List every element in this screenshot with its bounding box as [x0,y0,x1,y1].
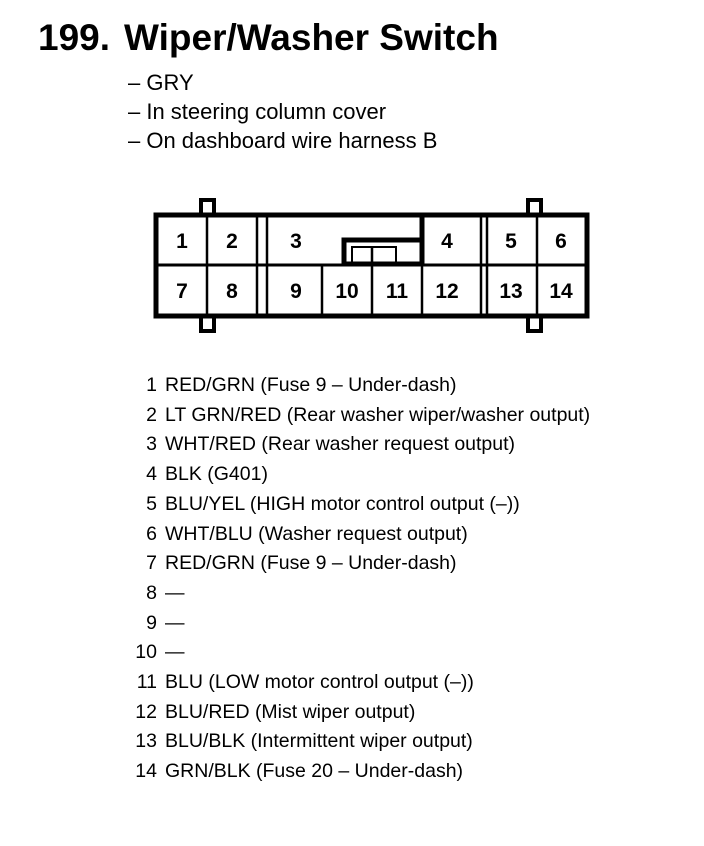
pin-number: 1 [146,374,157,396]
pin-label-8: 8 [226,280,238,303]
connector-key-inner [352,247,396,264]
list-item [126,401,590,431]
pin-label-14: 14 [549,280,573,303]
pin-description: BLU/YEL (HIGH motor control output (–)) [165,492,520,515]
pin-number: 14 [135,760,157,783]
info-color: – GRY [128,70,194,95]
pin-label-11: 11 [385,280,409,303]
pin-description: BLU/RED (Mist wiper output) [165,700,416,723]
pin-number: 12 [135,700,157,723]
pin-number: 7 [146,552,157,575]
pin-number: 5 [146,492,157,515]
pin-number: 11 [136,671,157,694]
info-harness: – On dashboard wire harness B [128,128,438,153]
pin-number: 4 [146,463,157,486]
pin-description: RED/GRN (Fuse 9 – Under-dash) [165,374,457,396]
pin-label-5: 5 [505,230,517,253]
list-item [126,490,590,520]
list-item [126,668,590,698]
pin-number: 8 [146,581,157,604]
pin-label-2: 2 [226,230,238,253]
list-item [126,638,590,668]
list-item [126,520,590,550]
list-item [126,430,590,460]
list-item [126,579,590,609]
pin-number: 3 [146,433,157,456]
pin-label-6: 6 [555,230,567,253]
pin-number: 10 [135,641,157,664]
pin-description: BLK (G401) [165,463,268,486]
pin-description: WHT/RED (Rear washer request output) [165,433,516,456]
pin-description: — [165,581,185,604]
pin-label-1: 1 [176,230,188,253]
title-number: 199. [38,17,111,58]
pin-description: — [165,641,185,664]
pin-label-7: 7 [176,280,188,303]
info-location: – In steering column cover [128,99,387,124]
pin-description: GRN/BLK (Fuse 20 – Under-dash) [165,760,464,783]
list-item [126,460,590,490]
pin-label-4: 4 [441,230,453,253]
pin-description: WHT/BLU (Washer request output) [165,522,468,545]
pin-description: LT GRN/RED (Rear washer wiper/washer output) [165,403,591,426]
pin-number: 2 [146,403,157,426]
list-item [126,549,590,579]
pin-assignment-list [126,371,590,787]
list-item [126,371,590,401]
pin-label-13: 13 [499,280,523,303]
pin-number: 9 [146,611,157,634]
pin-number: 6 [146,522,157,545]
list-item [126,698,590,728]
pin-label-10: 10 [335,280,359,303]
pin-description: BLU/BLK (Intermittent wiper output) [165,730,473,753]
pin-description: BLU (LOW motor control output (–)) [165,671,474,694]
pin-number: 13 [135,730,157,753]
pin-description: RED/GRN (Fuse 9 – Under-dash) [165,552,457,575]
pin-description: — [165,611,185,634]
list-item [126,609,590,639]
pin-label-12: 12 [435,280,459,303]
pin-label-9: 9 [290,280,302,303]
title-text: Wiper/Washer Switch [124,17,499,58]
pin-label-3: 3 [290,230,302,253]
list-item [126,727,590,757]
list-item [126,757,590,787]
